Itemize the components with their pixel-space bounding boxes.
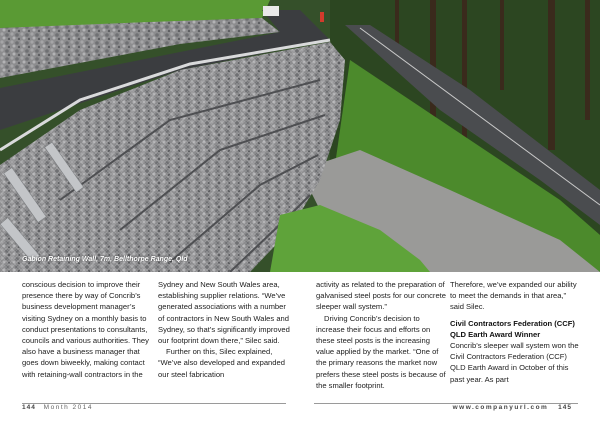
page-number-left: 144 [22, 404, 36, 411]
paragraph: Sydney and New South Wales area, establishing supplier relations. “We’ve generated associations with a number of contractors in New South Wales and Sydney, so that’s significantly improved our footprint down there,” Silec said. [158, 280, 290, 346]
paragraph: Therefore, we’ve expanded our ability to meet the demands in that area,” said Silec. [450, 280, 577, 312]
paragraph: Concrib’s sleeper wall system won the Civil Contractors Federation (CCF) QLD Earth Award in October of this past year. As part [450, 341, 579, 384]
page-number-right: 145 [558, 404, 572, 411]
text-column-1 [22, 279, 154, 380]
truck-icon [263, 6, 279, 16]
paragraph: Driving Concrib’s decision to increase their focus and efforts on these steel posts is the increasing value applied by the market. “One of the primary reasons the market now prefers these steel posts is because of the smaller footprint. [316, 313, 446, 390]
issue-month: Month 2014 [43, 404, 94, 411]
website-url: www.companyurl.com [452, 404, 549, 411]
text-column-2 [158, 279, 290, 380]
photo-caption: Gabion Retaining Wall, 7m, Bellthorpe Range, Qld [22, 256, 188, 263]
paragraph: conscious decision to improve their presence there by way of Concrib’s business development manager’s visiting Sydney on a monthly basis to conduct presentations to consultants, councils and various authorities. They also have a business manager that goes down biweekly, making contact with retaining-wall contractors in the [22, 280, 149, 379]
paragraph: activity as related to the preparation of galvanised steel posts for our concrete sleeper wall system.” [316, 280, 447, 312]
section-heading: Civil Contractors Federation (CCF) QLD Earth Award Winner [450, 318, 575, 339]
paragraph: Further on this, Silec explained, “We’ve also developed and expanded our steel fabrication [158, 347, 285, 379]
footer-left [22, 404, 93, 411]
text-column-3 [316, 279, 448, 391]
worker-icon [320, 12, 324, 22]
text-column-4 [450, 279, 582, 385]
footer-right [453, 404, 578, 411]
